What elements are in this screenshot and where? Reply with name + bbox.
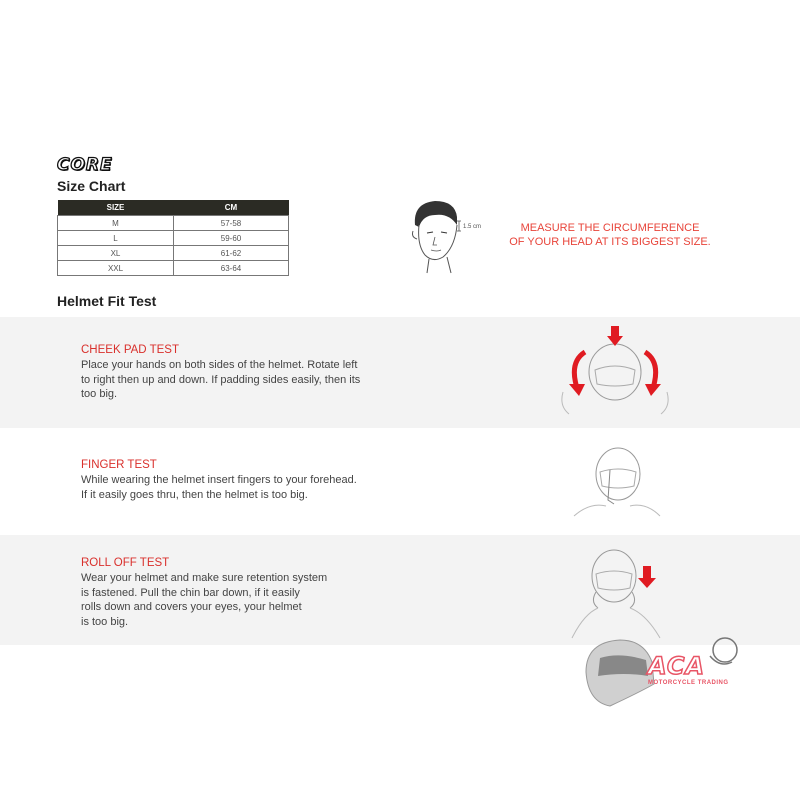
test-title: FINGER TEST bbox=[81, 459, 157, 471]
test-description bbox=[81, 571, 327, 629]
aca-logo-subtitle: MOTORCYCLE TRADING bbox=[648, 680, 729, 686]
cell-size: XL bbox=[58, 246, 174, 261]
fit-test-title: Helmet Fit Test bbox=[57, 293, 157, 309]
cheek-pad-test-icon bbox=[555, 322, 675, 417]
aca-logo: ACA bbox=[648, 652, 706, 680]
size-chart-table bbox=[57, 200, 289, 276]
measure-line-2: OF YOUR HEAD AT ITS BIGGEST SIZE. bbox=[509, 236, 711, 248]
test-desc-line: Place your hands on both sides of the helmet. Rotate left bbox=[81, 359, 358, 371]
test-desc-line: is too big. bbox=[81, 615, 129, 628]
test-desc-line: If it easily goes thru, then the helmet is too big. bbox=[81, 488, 308, 501]
test-desc-line: While wearing the helmet insert fingers to your forehead. bbox=[81, 474, 357, 486]
cell-size: M bbox=[58, 216, 174, 231]
test-title: ROLL OFF TEST bbox=[81, 557, 170, 569]
table-row bbox=[58, 216, 289, 231]
finger-test-icon bbox=[570, 440, 665, 520]
test-description bbox=[81, 473, 357, 502]
test-desc-line: is fastened. Pull the chin bar down, if it easily bbox=[81, 586, 300, 599]
cell-cm: 59-60 bbox=[174, 231, 289, 246]
test-desc-line: too big. bbox=[81, 388, 118, 400]
size-chart-title: Size Chart bbox=[57, 178, 126, 194]
cell-size: XXL bbox=[58, 261, 174, 276]
roll-off-test-icon bbox=[568, 540, 668, 640]
test-title: CHEEK PAD TEST bbox=[81, 344, 179, 356]
core-logo: CORE bbox=[57, 155, 113, 175]
header-cm: CM bbox=[174, 200, 289, 216]
test-description bbox=[81, 358, 360, 402]
cell-cm: 57-58 bbox=[174, 216, 289, 231]
cell-cm: 61-62 bbox=[174, 246, 289, 261]
cell-cm: 63-64 bbox=[174, 261, 289, 276]
test-desc-line: Wear your helmet and make sure retention system bbox=[81, 572, 328, 584]
table-row bbox=[58, 246, 289, 261]
cell-size: L bbox=[58, 231, 174, 246]
head-measure-icon bbox=[405, 195, 465, 275]
table-row bbox=[58, 261, 289, 276]
measure-instruction bbox=[505, 221, 715, 249]
measure-line-1: MEASURE THE CIRCUMFERENCE bbox=[520, 222, 700, 234]
test-desc-line: rolls down and covers your eyes, your helmet bbox=[81, 601, 302, 613]
table-header-row bbox=[58, 200, 289, 216]
header-size: SIZE bbox=[58, 200, 174, 216]
table-row bbox=[58, 231, 289, 246]
test-desc-line: to right then up and down. If padding sides easily, then its bbox=[81, 373, 361, 386]
ruler-label: 1.5 cm bbox=[463, 224, 482, 230]
